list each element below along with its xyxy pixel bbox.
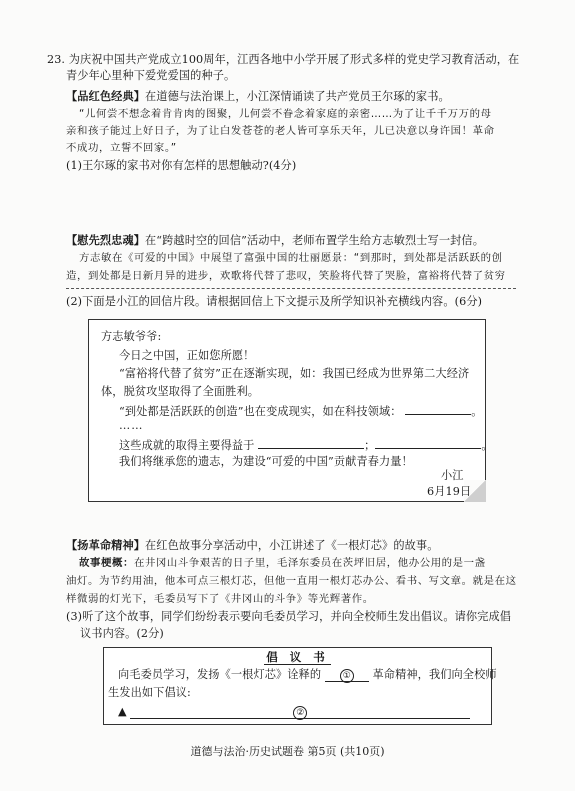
sub-question-1: (1)王尔琢的家书对你有怎样的思想触动?(4分) (66, 159, 297, 172)
letter-ellipsis: …… (119, 419, 144, 432)
section-3-heading: 【扬革命精神】 (66, 538, 146, 552)
proposal-line-3 (118, 704, 470, 720)
question-intro-line-1 (47, 52, 519, 68)
dashed-divider (66, 288, 516, 289)
letter-line-6-text: 这些成就的取得主要得益于 (119, 439, 255, 452)
question-number: 23. (47, 53, 66, 66)
letter-signature: 小江 (441, 469, 464, 482)
proposal-title: 倡 议 书 (266, 650, 329, 664)
section-3-text: 在红色故事分享活动中，小江讲述了《一根灯芯》的故事。 (145, 539, 439, 552)
answer-blank-reason-2[interactable] (375, 436, 481, 449)
fang-quote-line-2: 造，到处都是日新月异的进步，欢歌将代替了悲叹，笑脸将代替了哭脸，富裕将代替了贫穷 (66, 270, 506, 282)
semicolon: ； (364, 439, 376, 452)
story-line-1 (79, 555, 486, 571)
sub-question-3-line-1: (3)听了这个故事，同学们纷纷表示要向毛委员学习，并向全校师生发出倡议。请你完成倡 (66, 610, 512, 623)
proposal-blank-2[interactable] (130, 704, 470, 719)
story-line-3: 样微弱的灯光下，毛委员写下了《井冈山的斗争》等光辉著作。 (66, 593, 374, 605)
proposal-box (103, 647, 497, 725)
page-footer: 道德与法治·历史试题卷 第5页 (共10页) (190, 745, 385, 758)
proposal-line-1-text: 向毛委员学习，发扬《一根灯芯》诠释的 (118, 668, 322, 681)
story-label: 故事梗概： (79, 557, 134, 569)
question-intro-line-2: 青少年心里种下爱党爱国的种子。 (66, 69, 236, 82)
proposal-line-2: 生发出如下倡议: (108, 686, 191, 699)
letter-date: 6月19日 (427, 485, 472, 498)
letter-quote-line-3: 不成功，立誓不回家。” (66, 142, 177, 154)
question-intro-text-1: 为庆祝中国共产党成立100周年，江西各地中小学开展了形式多样的党史学习教育活动，在 (68, 53, 520, 66)
section-2-text: 在“跨越时空的回信”活动中，老师布置学生给方志敏烈士写一封信。 (145, 234, 484, 247)
proposal-line-1 (118, 667, 497, 683)
section-1-line (66, 88, 450, 105)
letter-quote-line-2: 亲和孩子能过上好日子，为了让白发苍苍的老人皆可享乐天年，儿已决意以身许国！革命 (66, 125, 495, 137)
letter-line-2: “富裕将代替了贫穷”正在逐渐实现，如：我国已经成为世界第二大经济 (119, 367, 470, 380)
sub-question-2: (2)下面是小江的回信片段。请根据回信上下文提示及所学知识补充横线内容。(6分) (66, 295, 483, 308)
sub-question-3-line-2: 议书内容。(2分) (80, 627, 164, 640)
letter-line-4: “到处都是活跃跃的创造”也在变成现实，如在科技领域： 。 (119, 402, 483, 420)
section-1-heading: 【品红色经典】 (66, 89, 146, 103)
section-2-heading: 【慰先烈忠魂】 (66, 233, 146, 247)
answer-blank-tech[interactable] (405, 402, 471, 415)
letter-line-7: 我们将继承您的遗志，为建设“可爱的中国”贡献青春力量！ (119, 455, 413, 468)
proposal-blank-1[interactable] (325, 667, 369, 682)
letter-line-3: 体，脱贫攻坚取得了全面胜利。 (101, 385, 260, 398)
reply-letter-box (88, 319, 493, 502)
section-2-line (66, 232, 484, 249)
circled-number-1: ① (340, 669, 354, 683)
bullet-triangle: ▲ (118, 705, 127, 718)
letter-quote-line-1: “儿何尝不想念着肯肯肉的图聚，儿何尝不眷念着家庭的亲密……为了让千千万万的母 (79, 108, 492, 120)
story-text-1: 在井冈山斗争艰苦的日子里，毛泽东委员在茨坪旧居，他办公用的是一盏 (133, 557, 486, 569)
letter-line-1: 今日之中国，正如您所愿！ (119, 349, 255, 362)
letter-line-4-text: “到处都是活跃跃的创造”也在变成现实，如在科技领域： (119, 405, 402, 418)
answer-blank-reason-1[interactable] (258, 436, 364, 449)
proposal-line-1-text-b: 革命精神，我们向全校师 (372, 668, 497, 681)
story-line-2: 油灯。为节约用油，他本可点三根灯芯，但他一直用一根灯芯办公、看书、写文章。就是在这 (66, 575, 517, 587)
section-3-line (66, 537, 439, 554)
circled-number-2: ② (293, 706, 307, 720)
fang-quote-line-1: 方志敏在《可爱的中国》中展望了富强中国的壮丽愿景：“到那时，到处都是活跃跃的创 (79, 252, 503, 264)
letter-salutation: 方志敏爷爷: (101, 330, 162, 343)
letter-line-6: 这些成就的取得主要得益于 ； 。 (119, 436, 493, 454)
section-1-text: 在道德与法治课上，小江深情诵读了共产党员王尔琢的家书。 (145, 90, 450, 103)
